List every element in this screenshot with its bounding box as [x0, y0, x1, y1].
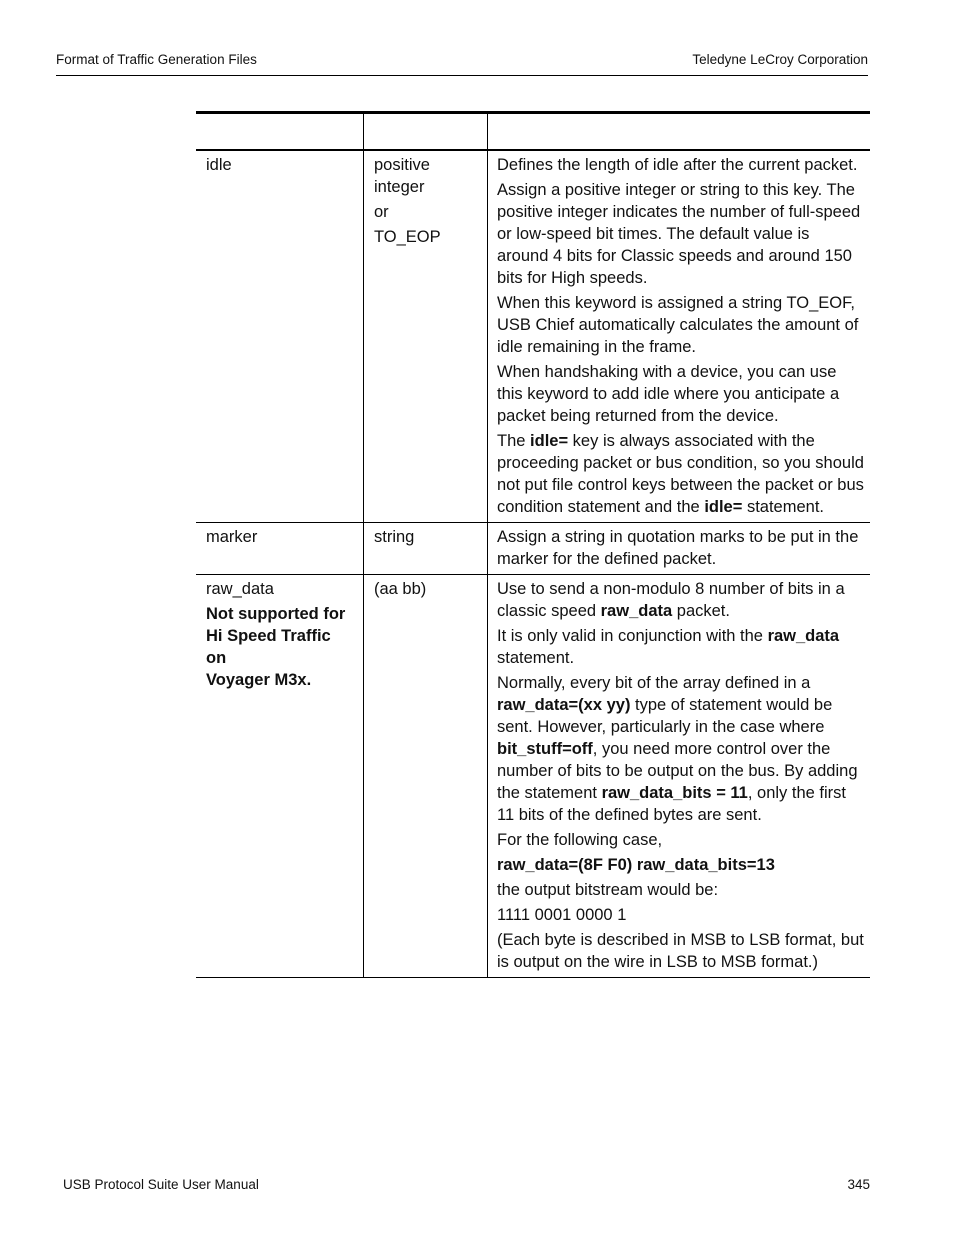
- bold-keyword: idle=: [530, 432, 569, 450]
- description-paragraph: (Each byte is described in MSB to LSB format, but is output on the wire in LSB to MSB format.): [497, 931, 864, 971]
- description-cell: [488, 575, 870, 977]
- footer-manual-title: USB Protocol Suite User Manual: [63, 1177, 259, 1192]
- support-note: [206, 603, 354, 691]
- header-divider: [56, 75, 868, 76]
- description-paragraph: When this keyword is assigned a string TO_EOF, USB Chief automatically calculates the amount of idle remaining in the frame.: [497, 294, 859, 356]
- header-cell-description: [488, 114, 870, 149]
- description-paragraph: Assign a string in quotation marks to be put in the marker for the defined packet.: [497, 528, 859, 568]
- bold-keyword: raw_data=(xx yy): [497, 696, 631, 714]
- description-paragraph: the output bitstream would be:: [497, 881, 719, 899]
- table-row-marker: [196, 523, 870, 575]
- value-line: or: [374, 203, 389, 221]
- header-cell-value: [364, 114, 488, 149]
- value-line: TO_EOP: [374, 228, 441, 246]
- bold-keyword: raw_data_bits = 11: [601, 784, 748, 802]
- value-line: integer: [374, 178, 425, 196]
- bold-keyword: raw_data: [600, 602, 673, 620]
- running-header-company: Teledyne LeCroy Corporation: [692, 52, 868, 67]
- description-paragraph: For the following case,: [497, 831, 663, 849]
- support-note-line: Not supported for: [206, 605, 346, 623]
- key-cell: [196, 523, 364, 574]
- value-line: string: [374, 528, 415, 546]
- header-cell-key: [196, 114, 364, 149]
- running-header-title: Format of Traffic Generation Files: [56, 52, 257, 67]
- bold-keyword: raw_data: [767, 627, 840, 645]
- bold-keyword: bit_stuff=off: [497, 740, 593, 758]
- value-line: (aa bb): [374, 580, 427, 598]
- description-cell: [488, 523, 870, 574]
- description-paragraph: Defines the length of idle after the current packet.: [497, 156, 858, 174]
- description-paragraph: Assign a positive integer or string to this key. The positive integer indicates the number of full-speed or low-speed bit times. The default value is around 4 bits for Classic speeds and around 150 bits for High speeds.: [497, 181, 861, 287]
- value-cell: [364, 575, 488, 977]
- key-name: marker: [206, 528, 258, 546]
- description-paragraph: The idle= key is always associated with the proceeding packet or bus condition, so you should not put file control keys between the packet or bus condition statement and the idle= statement.: [497, 432, 864, 516]
- value-line: positive: [374, 156, 430, 174]
- table-row-raw-data: [196, 575, 870, 978]
- bold-keyword: idle=: [704, 498, 743, 516]
- key-name: idle: [206, 156, 232, 174]
- description-paragraph: Use to send a non-modulo 8 number of bits in a classic speed raw_data packet.: [497, 580, 845, 620]
- description-paragraph: It is only valid in conjunction with the raw_data statement.: [497, 627, 840, 667]
- keyword-table: [196, 111, 870, 978]
- bitstream-example: 1111 0001 0000 1: [497, 906, 627, 924]
- description-paragraph: Normally, every bit of the array defined in a raw_data=(xx yy) type of statement would be sent. However, particularly in the case where bit_stuff=off, you need more control over the number of bits to be output on the bus. By adding the statement raw_data_bits = 11, only the first 11 bits of the defined bytes are sent.: [497, 674, 858, 824]
- key-cell: [196, 575, 364, 977]
- table-header-row: [196, 114, 870, 151]
- page-number: 345: [847, 1177, 870, 1192]
- value-cell: [364, 151, 488, 522]
- code-example: raw_data=(8F F0) raw_data_bits=13: [497, 856, 775, 874]
- key-cell: [196, 151, 364, 522]
- value-cell: [364, 523, 488, 574]
- description-cell: [488, 151, 870, 522]
- support-note-line: Hi Speed Traffic on: [206, 627, 331, 667]
- support-note-line: Voyager M3x.: [206, 671, 312, 689]
- key-name: raw_data: [206, 580, 274, 598]
- table-row-idle: [196, 151, 870, 523]
- description-paragraph: When handshaking with a device, you can use this keyword to add idle where you anticipate a packet being returned from the device.: [497, 363, 840, 425]
